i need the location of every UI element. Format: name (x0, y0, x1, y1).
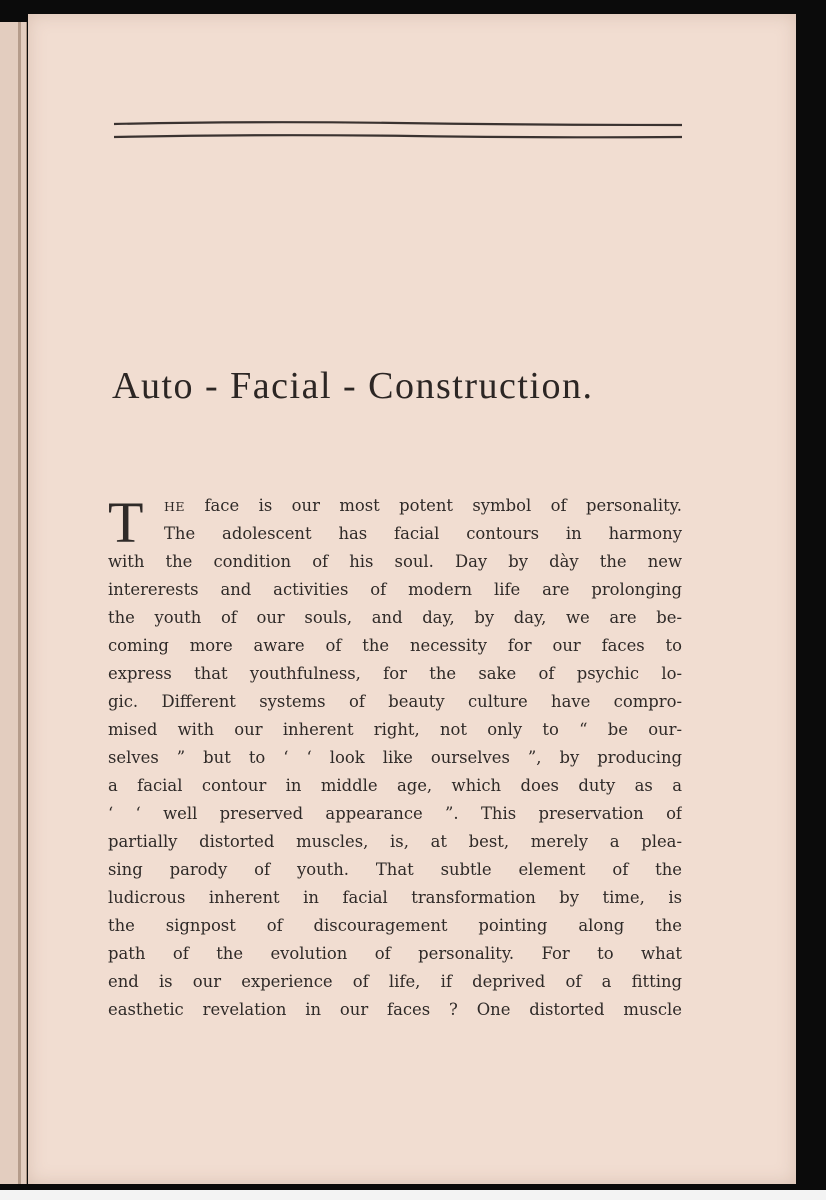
text-line: easthetic revelation in our faces ? One distorted muscle (108, 1000, 682, 1019)
text-line: intererests and activities of modern life are prolonging (108, 580, 682, 599)
text-line: a facial contour in middle age, which does duty as a (108, 776, 682, 795)
book-gutter (18, 22, 21, 1184)
bottom-margin (0, 1190, 826, 1200)
text-line: coming more aware of the necessity for our faces to (108, 636, 682, 655)
text-line: sing parody of youth. That subtle element of the (108, 860, 682, 879)
book-page (28, 14, 796, 1184)
decorative-double-rule (112, 110, 684, 144)
text-line: the signpost of discouragement pointing along the (108, 916, 682, 935)
text-line: path of the evolution of personality. For to what (108, 944, 682, 963)
drop-cap: T (108, 490, 144, 555)
facing-page-edge (0, 22, 27, 1184)
page-title: Auto - Facial - Construction. (112, 365, 594, 407)
body-text (108, 492, 682, 1024)
small-caps-word: HE (164, 499, 186, 514)
text-line: mised with our inherent right, not only to “ be our- (108, 720, 682, 739)
text-line: express that youthfulness, for the sake of psychic lo- (108, 664, 682, 683)
text-line: ludicrous inherent in facial transformation by time, is (108, 888, 682, 907)
text-line: the youth of our souls, and day, by day, we are be- (108, 608, 682, 627)
text-line-content: face is our most potent symbol of personality. (204, 496, 682, 515)
text-line: The adolescent has facial contours in harmony (164, 524, 682, 543)
text-line: with the condition of his soul. Day by dày the new (108, 552, 682, 571)
text-line: selves ” but to ‘ ‘ look like ourselves ”, by producing (108, 748, 682, 767)
text-line: partially distorted muscles, is, at best, merely a plea- (108, 832, 682, 851)
text-line: gic. Different systems of beauty culture have compro- (108, 692, 682, 711)
text-line (108, 492, 682, 520)
text-line: end is our experience of life, if deprived of a fitting (108, 972, 682, 991)
text-line: ‘ ‘ well preserved appearance ”. This preservation of (108, 804, 682, 823)
